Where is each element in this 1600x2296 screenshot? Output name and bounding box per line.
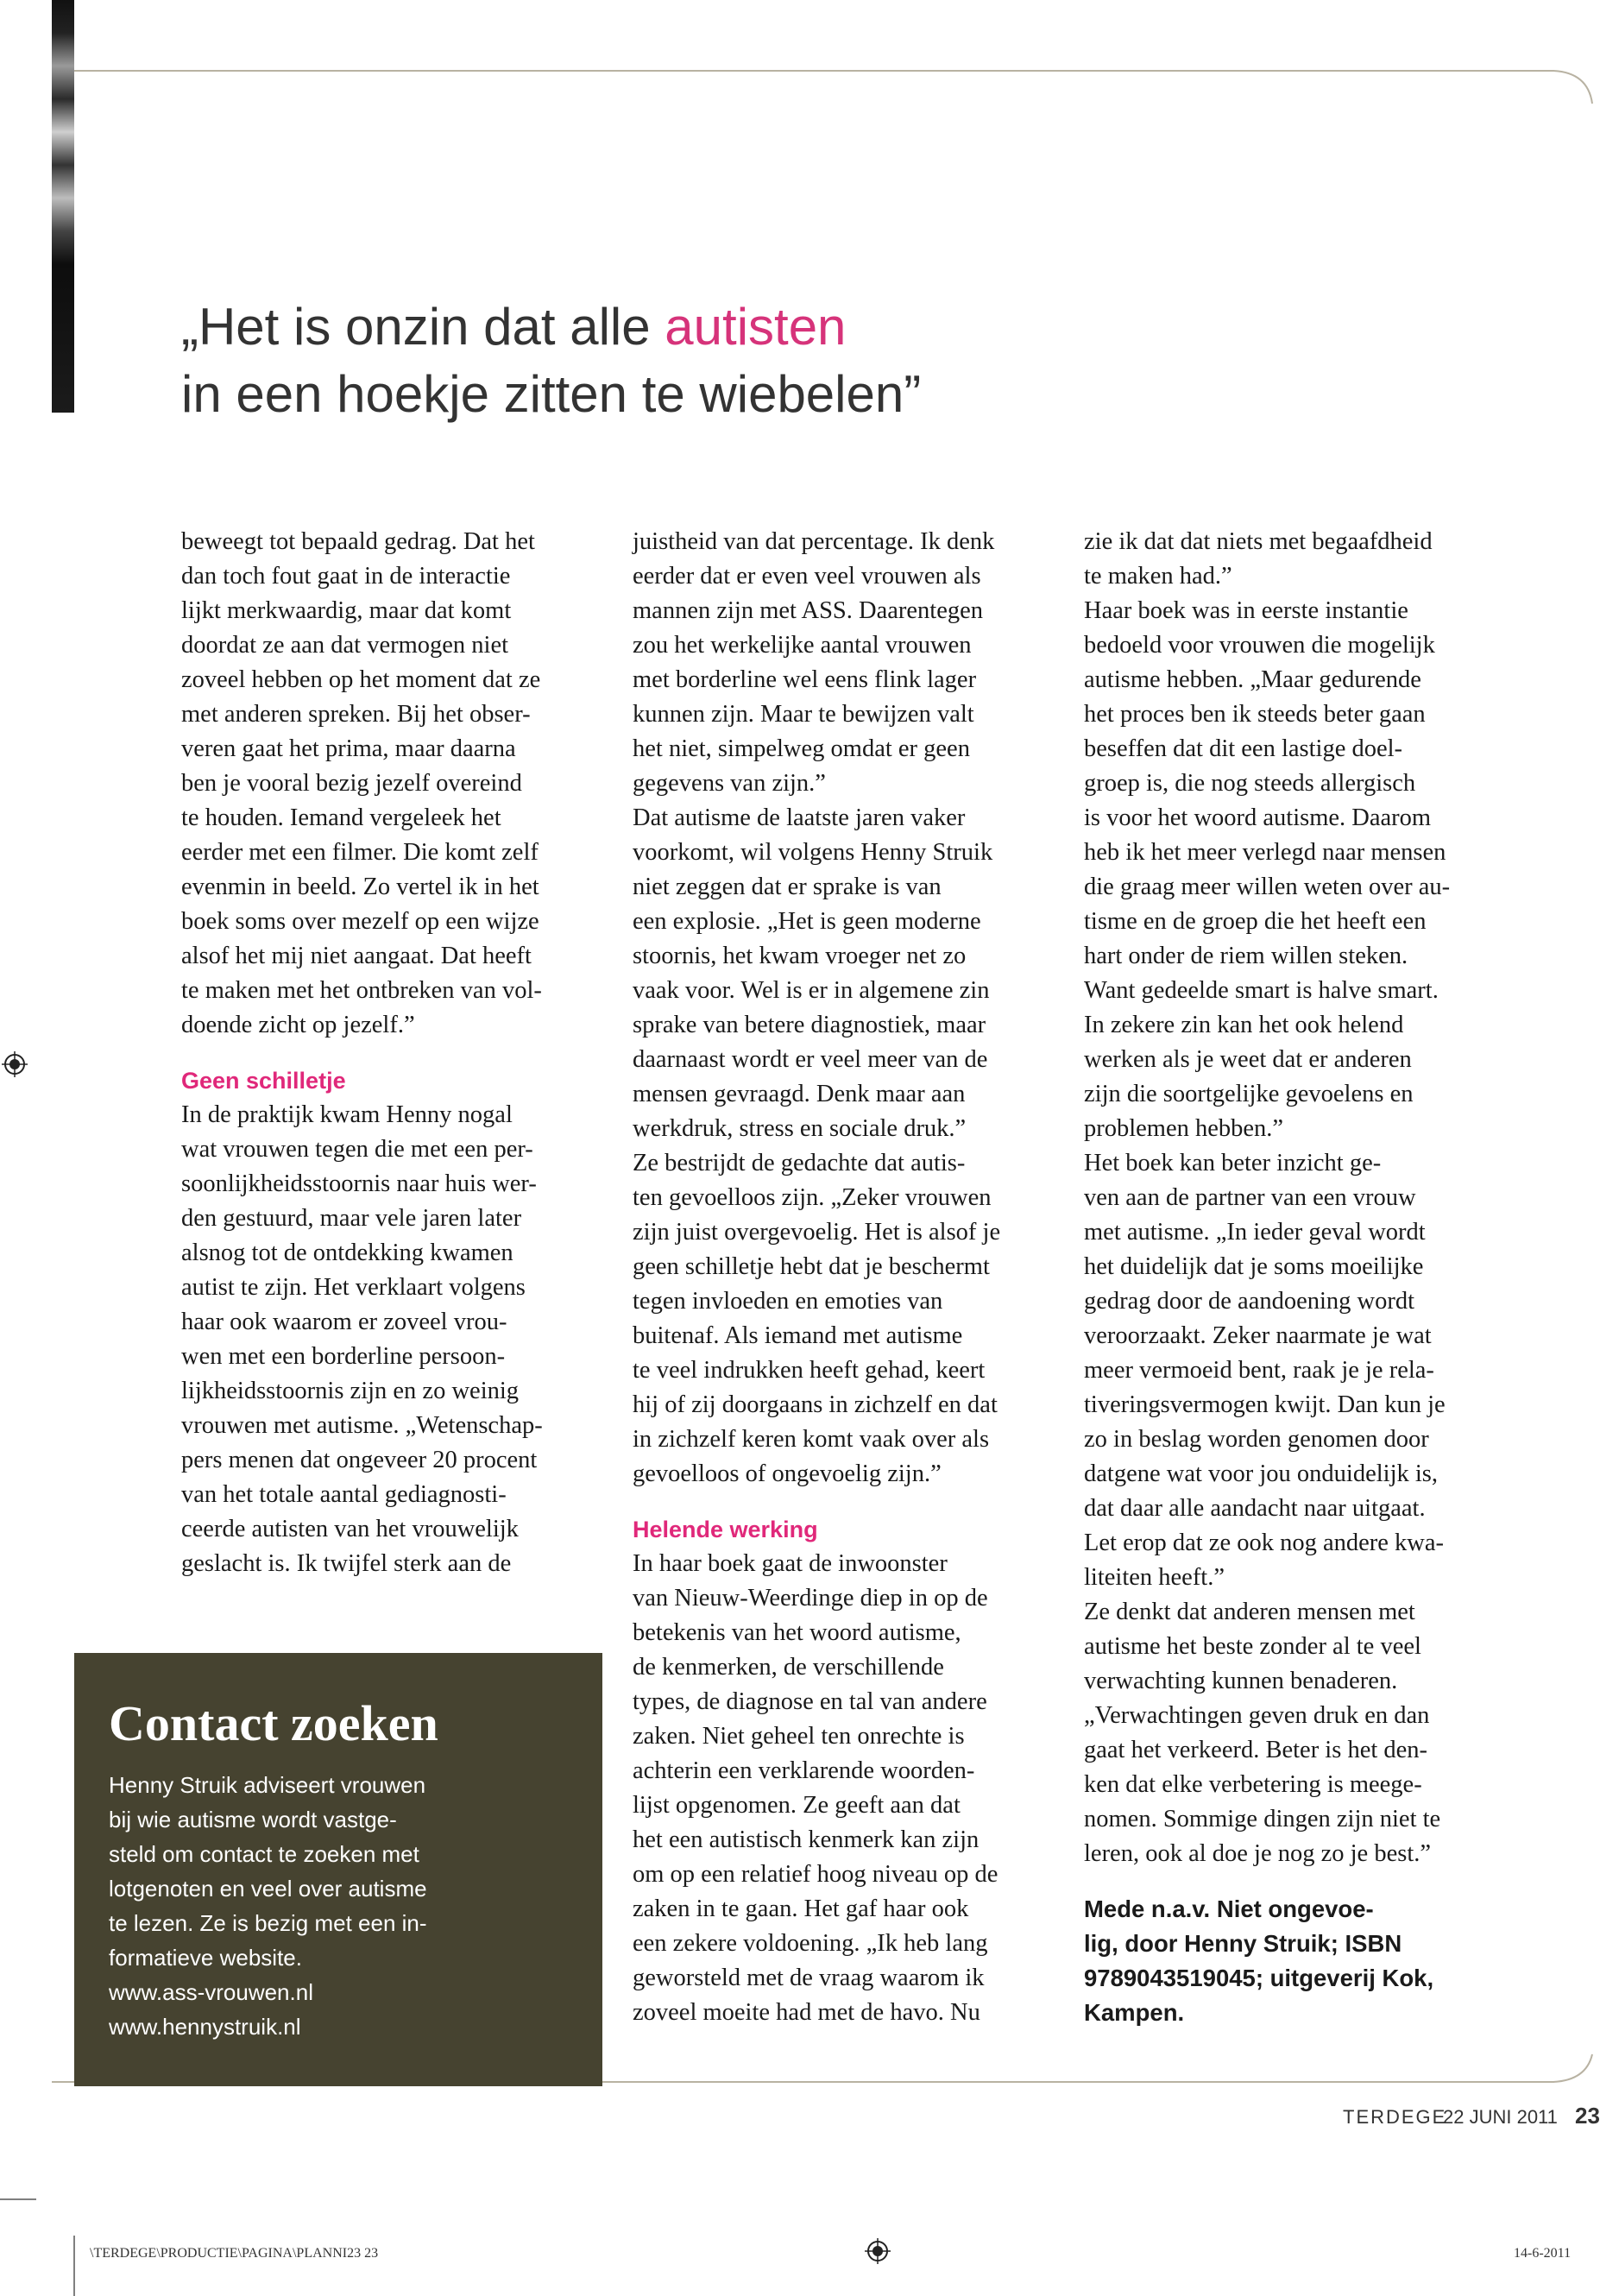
contact-box-body: Henny Struik adviseert vrouwen bij wie autisme wordt vastge- steld om contact te zoeken met lotgenoten en veel over autisme te lezen. Ze is bezig met een in- formatieve website. www.ass-vrouwen.nl www.hennystruik.nl (109, 1772, 427, 2040)
registration-mark-icon (865, 2238, 891, 2264)
issue-date: 22 JUNI 2011 (1443, 2106, 1558, 2128)
column-1-paragraph-1: beweegt tot bepaald gedrag. Dat het dan toch fout gaat in de interactie lijkt merkwaardig, maar dat komt doordat ze aan dat vermogen niet zoveel hebben op het moment dat ze met anderen spreken. Bij het obser- veren gaat het prima, maar daarna ben je vooral bezig jezelf overeind te houden. Iemand vergeleek het eerder met een filmer. Die komt zelf evenmin in beeld. Zo vertel ik in het boek soms over mezelf op een wijze alsof het mij niet aangaat. Dat heeft te maken met het ontbreken van vol- doende zicht op jezelf.” (181, 528, 542, 1038)
subheading-geen-schilletje: Geen schilletje (181, 1068, 346, 1094)
article-column-3 (1084, 525, 1515, 2030)
registration-mark-icon (2, 1051, 28, 1077)
page-number: 23 (1575, 2103, 1600, 2129)
book-credit: Mede n.a.v. Niet ongevoe- lig, door Henny Struik; ISBN 9789043519045; uitgeverij Kok, Kampen. (1084, 1895, 1434, 2026)
photo-strip (52, 0, 74, 413)
headline-line2: in een hoekje zitten te wiebelen” (181, 365, 922, 423)
subheading-helende-werking: Helende werking (633, 1517, 818, 1542)
article-column-1 (181, 525, 595, 1581)
column-2-paragraph-2: In haar boek gaat de inwoonster van Nieuw-Weerdinge diep in op de betekenis van het woord autisme, de kenmerken, de verschillende types, de diagnose en tal van andere zaken. Niet geheel ten onrechte is achterin een verklarende woorden- lijst opgenomen. Ze geeft aan dat het een autistisch kenmerk kan zijn om op een relatief hoog niveau op de zaken in te gaan. Het gaf haar ook een zekere voldoening. „Ik heb lang geworsteld met de vraag waarom ik zoveel moeite had met de havo. Nu (633, 1550, 998, 2026)
headline-accent: autisten (665, 298, 847, 356)
article-column-2 (633, 525, 1047, 2030)
print-date-slug: 14-6-2011 (1514, 2246, 1572, 2261)
column-1-paragraph-2: In de praktijk kwam Henny nogal wat vrouwen tegen die met een per- soonlijkheidsstoornis naar huis wer- den gestuurd, maar vele jaren later alsnog tot de ontdekking kwamen autist te zijn. Het verklaart volgens haar ook waarom er zoveel vrou- wen met een borderline persoon- lijkheidsstoornis zijn en zo weinig vrouwen met autisme. „Wetenschap- pers menen dat ongeveer 20 procent van het totale aantal gediagnosti- ceerde autisten van het vrouwelijk geslacht is. Ik twijfel sterk aan de (181, 1101, 543, 1577)
page-headline (181, 293, 1217, 428)
column-3-paragraph-1: zie ik dat dat niets met begaafdheid te maken had.” Haar boek was in eerste instantie bedoeld voor vrouwen die mogelijk autisme hebben. „Maar gedurende het proces ben ik steeds beter gaan beseffen dat dit een lastige doel- groep is, die nog steeds allergisch is voor het woord autisme. Daarom heb ik het meer verlegd naar mensen die graag meer willen weten over au- tisme en de groep die het heeft een hart onder de riem willen steken. Want gedeelde smart is halve smart. In zekere zin kan het ook helend werken als je weet dat er anderen zijn die soortgelijke gevoelens en problemen hebben.” Het boek kan beter inzicht ge- ven aan de partner van een vrouw met autisme. „In ieder geval wordt het duidelijk dat je soms moeilijke gedrag door de aandoening wordt veroorzaakt. Zeker naarmate je wat meer vermoeid bent, raak je je rela- tiveringsvermogen kwijt. Dan kun je zo in beslag worden genomen door datgene wat voor jou onduidelijk is, dat daar alle aandacht naar uitgaat. Let erop dat ze ook nog andere kwa- liteiten heeft.” Ze denkt dat anderen mensen met autisme het beste zonder al te veel verwachting kunnen benaderen. „Verwachtingen geven druk en dan gaat het verkeerd. Beter is het den- ken dat elke verbetering is meege- nomen. Sommige dingen zijn niet te leren, ook al doe je nog zo je best.” (1084, 528, 1451, 1867)
magazine-name: TERDEGE (1343, 2106, 1447, 2128)
file-path-slug: \TERDEGE\PRODUCTIE\PAGINA\PLANNI23 23 (90, 2246, 379, 2261)
column-2-paragraph-1: juistheid van dat percentage. Ik denk eerder dat er even veel vrouwen als mannen zijn met ASS. Daarentegen zou het werkelijke aantal vrouwen met borderline wel eens flink lager kunnen zijn. Maar te bewijzen valt het niet, simpelweg omdat er geen gegevens van zijn.” Dat autisme de laatste jaren vaker voorkomt, wil volgens Henny Struik niet zeggen dat er sprake is van een explosie. „Het is geen moderne stoornis, het kwam vroeger net zo vaak voor. Wel is er in algemene zin sprake van betere diagnostiek, maar daarnaast wordt er veel meer van de mensen gevraagd. Denk maar aan werkdruk, stress en sociale druk.” Ze bestrijdt de gedachte dat autis- ten gevoelloos zijn. „Zeker vrouwen zijn juist overgevoelig. Het is alsof je geen schilletje hebt dat je beschermt tegen invloeden en emoties van buitenaf. Als iemand met autisme te veel indrukken heeft gehad, keert hij of zij doorgaans in zichzelf en dat in zichzelf keren komt vaak over als gevoelloos of ongevoelig zijn.” (633, 528, 1001, 1487)
headline-start: „Het is onzin dat alle (181, 298, 665, 356)
contact-box-title: Contact zoeken (109, 1695, 438, 1751)
